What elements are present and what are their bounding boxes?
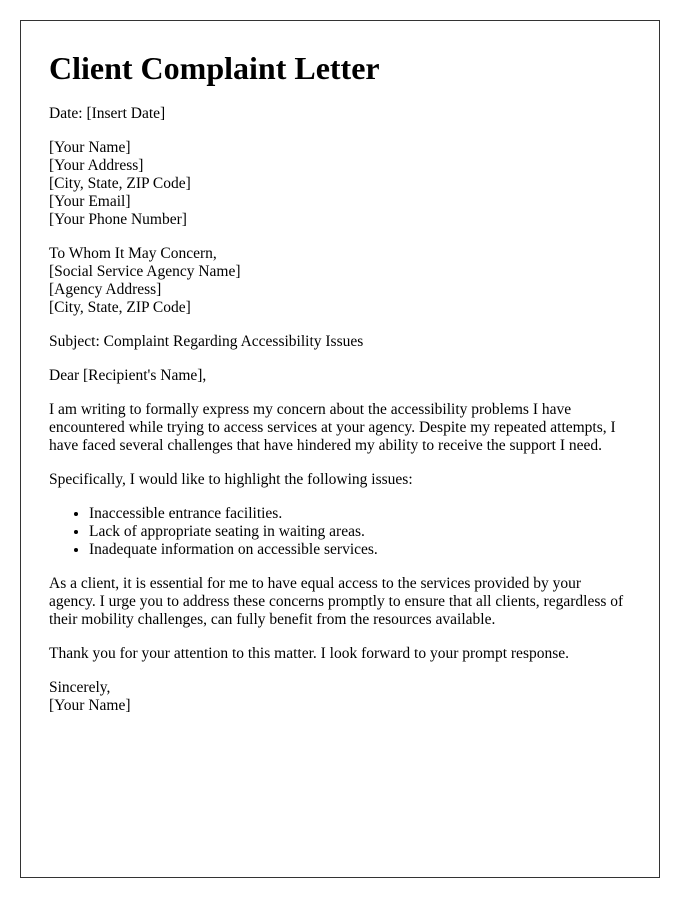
list-item: • Inadequate information on accessible services.	[89, 541, 631, 559]
recipient-city-state-zip: [City, State, ZIP Code]	[49, 299, 191, 316]
salutation: Dear [Recipient's Name],	[49, 367, 207, 384]
closing-block	[49, 679, 631, 715]
sender-phone: [Your Phone Number]	[49, 211, 187, 228]
closing: Sincerely,	[49, 679, 111, 696]
body-paragraph-4: Thank you for your attention to this matter. I look forward to your prompt response.	[49, 645, 570, 662]
body-paragraph-1: I am writing to formally express my concern about the accessibility problems I have encountered while trying to access services at your agency. Despite my repeated attempts, I have faced several challenges that have hindered my ability to receive the support I need.	[49, 401, 616, 454]
sender-address: [Your Address]	[49, 157, 144, 174]
recipient-greeting: To Whom It May Concern,	[49, 245, 217, 262]
letter-page	[20, 20, 660, 878]
list-item: • Inaccessible entrance facilities.	[89, 505, 631, 523]
body-paragraph-3: As a client, it is essential for me to have equal access to the services provided by your agency. I urge you to address these concerns promptly to ensure that all clients, regardless of their mobility challenges, can fully benefit from the resources available.	[49, 575, 624, 628]
letter-title: Client Complaint Letter	[49, 50, 380, 86]
recipient-agency-address: [Agency Address]	[49, 281, 162, 298]
recipient-agency-name: [Social Service Agency Name]	[49, 263, 241, 280]
sender-block	[49, 139, 631, 229]
date-line: Date: [Insert Date]	[49, 105, 166, 122]
sender-name: [Your Name]	[49, 139, 131, 156]
recipient-block	[49, 245, 631, 317]
sender-city-state-zip: [City, State, ZIP Code]	[49, 175, 191, 192]
body-paragraph-2: Specifically, I would like to highlight the following issues:	[49, 471, 413, 488]
subject-line: Subject: Complaint Regarding Accessibility Issues	[49, 333, 364, 350]
sender-email: [Your Email]	[49, 193, 131, 210]
issues-list	[49, 505, 631, 559]
list-item: • Lack of appropriate seating in waiting areas.	[89, 523, 631, 541]
signature: [Your Name]	[49, 697, 131, 714]
